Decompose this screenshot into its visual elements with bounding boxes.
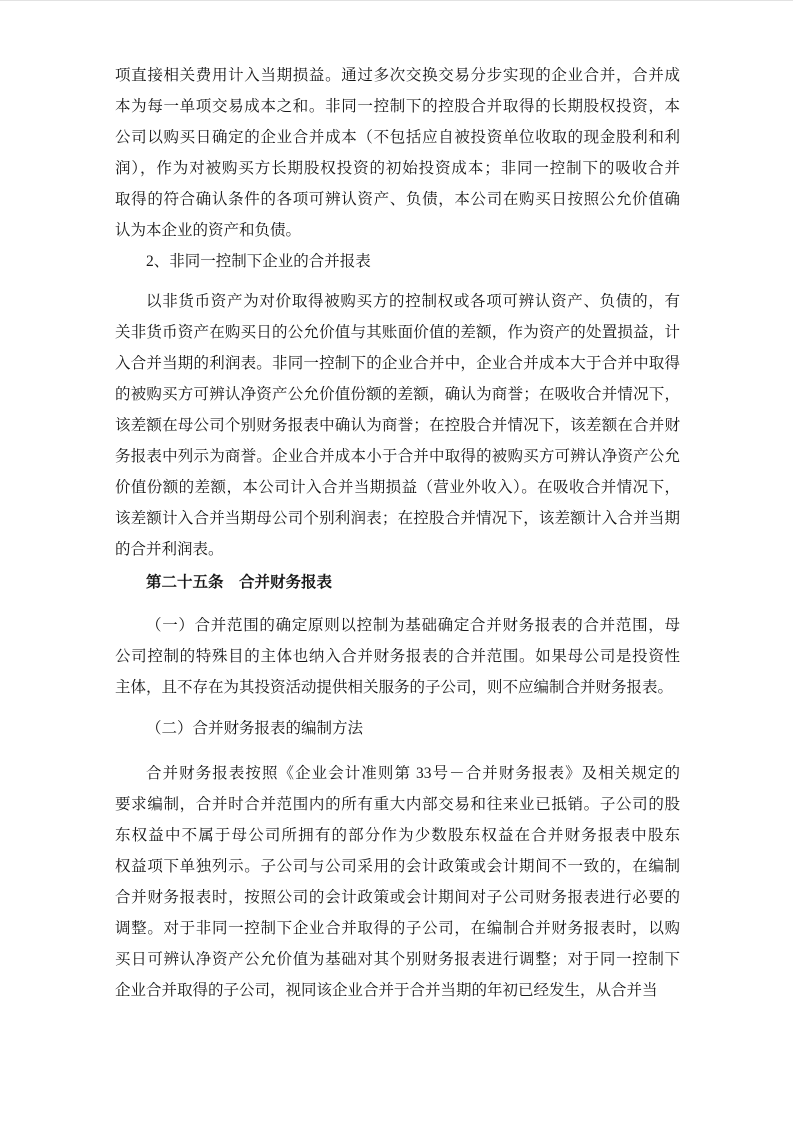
heading-text-line: 第二十五条 合并财务报表 [146, 574, 333, 591]
text-line: 认为本企业的资产和负债。 [115, 222, 302, 239]
text-line: 关非货币资产在购买日的公允价值与其账面价值的差额，作为资产的处置损益，计 [115, 324, 680, 341]
text-line: 合并财务报表按照《企业会计准则第 33号－合并财务报表》及相关规定的 [146, 765, 680, 782]
text-line: 的被购买方可辨认净资产公允价值份额的差额，确认为商誉；在吸收合并情况下， [115, 386, 680, 403]
text-line: 2、非同一控制下企业的合并报表 [146, 253, 371, 270]
section-heading [115, 567, 680, 598]
text-line: （二）合并财务报表的编制方法 [146, 720, 364, 737]
text-line: 该差额在母公司个别财务报表中确认为商誉；在控股合并情况下，该差额在合并财 [115, 417, 680, 434]
text-line: 项直接相关费用计入当期损益。通过多次交换交易分步实现的企业合并，合并成 [115, 67, 680, 84]
text-line: 东权益中不属于母公司所拥有的部分作为少数股东权益在合并财务报表中股东 [115, 827, 680, 844]
text-line: 本为每一单项交易成本之和。非同一控制下的控股合并取得的长期股权投资，本 [115, 98, 680, 115]
paragraph [115, 610, 680, 703]
text-line: 合并财务报表时，按照公司的会计政策或会计期间对子公司财务报表进行必要的 [115, 889, 680, 906]
text-line: 以非货币资产为对价取得被购买方的控制权或各项可辨认资产、负债的，有 [146, 293, 680, 310]
text-line: 润），作为对被购买方长期股权投资的初始投资成本；非同一控制下的吸收合并 [115, 160, 680, 177]
paragraph [115, 713, 680, 744]
text-line: 公司控制的特殊目的主体也纳入合并财务报表的合并范围。如果母公司是投资性 [115, 648, 680, 665]
text-line: 企业合并取得的子公司，视同该企业合并于合并当期的年初已经发生，从合并当 [115, 982, 658, 999]
text-line: 要求编制，合并时合并范围内的所有重大内部交易和往来业已抵销。子公司的股 [115, 796, 680, 813]
paragraph [115, 758, 680, 1006]
text-line: 价值份额的差额，本公司计入合并当期损益（营业外收入）。在吸收合并情况下， [115, 479, 680, 496]
document-body [115, 60, 680, 1006]
text-line: 取得的符合确认条件的各项可辨认资产、负债，本公司在购买日按照公允价值确 [115, 191, 680, 208]
text-line: 入合并当期的利润表。非同一控制下的企业合并中，企业合并成本大于合并中取得 [115, 355, 680, 372]
text-line: 买日可辨认净资产公允价值为基础对其个别财务报表进行调整；对于同一控制下 [115, 951, 680, 968]
paragraph [115, 60, 680, 246]
text-line: 该差额计入合并当期母公司个别利润表；在控股合并情况下，该差额计入合并当期 [115, 510, 680, 527]
text-line: 务报表中列示为商誉。企业合并成本小于合并中取得的被购买方可辨认净资产公允 [115, 448, 680, 465]
text-line: 主体，且不存在为其投资活动提供相关服务的子公司，则不应编制合并财务报表。 [115, 679, 674, 696]
text-line: 调整。对于非同一控制下企业合并取得的子公司，在编制合并财务报表时，以购 [115, 920, 680, 937]
paragraph [115, 246, 680, 277]
text-line: 公司以购买日确定的企业合并成本（不包括应自被投资单位收取的现金股利和利 [115, 129, 680, 146]
text-line: （一）合并范围的确定原则以控制为基础确定合并财务报表的合并范围，母 [146, 617, 680, 634]
text-line: 权益项下单独列示。子公司与公司采用的会计政策或会计期间不一致的，在编制 [115, 858, 680, 875]
text-line: 的合并利润表。 [115, 541, 224, 558]
paragraph [115, 286, 680, 565]
